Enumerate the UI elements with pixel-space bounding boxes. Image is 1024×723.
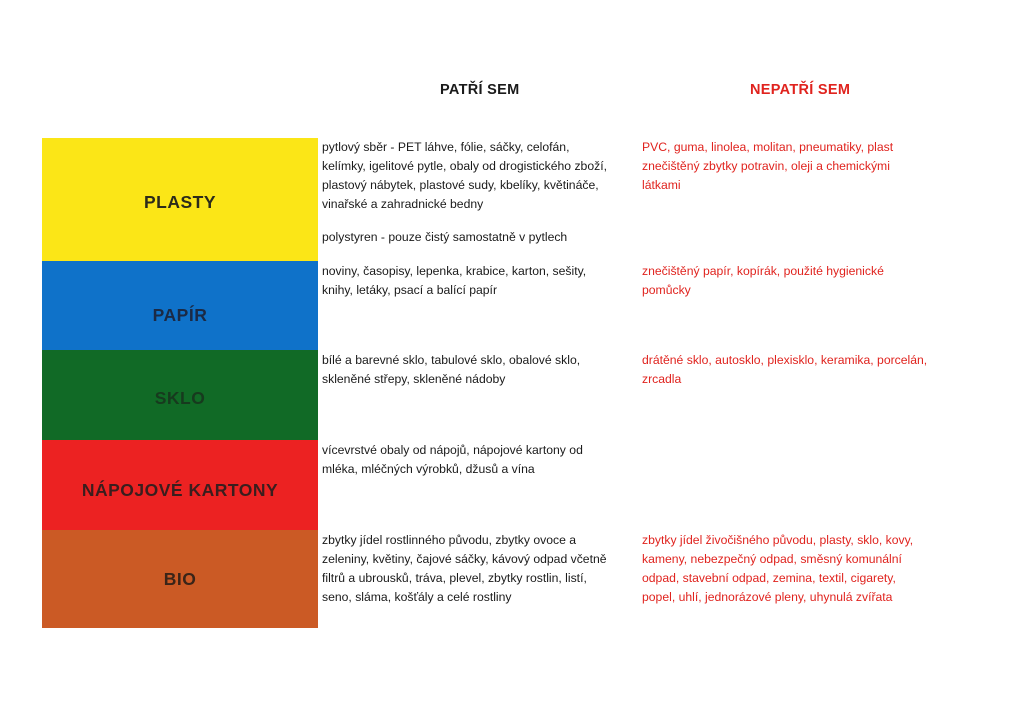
not-belongs-text-papir: [642, 262, 962, 300]
text-line: pytlový sběr - PET láhve, fólie, sáčky, celofán,: [322, 140, 570, 154]
category-label-plasty: PLASTY: [143, 191, 217, 212]
text-line: zbytky jídel živočišného původu, plasty, sklo, kovy,: [642, 533, 914, 547]
category-band-bio: [42, 530, 318, 628]
belongs-note-plasty: polystyren - pouze čistý samostatně v pytlech: [322, 230, 568, 244]
belongs-text-sklo: [322, 351, 638, 389]
text-line: noviny, časopisy, lepenka, krabice, karton, sešity,: [322, 264, 587, 278]
text-line: zbytky jídel rostlinného původu, zbytky ovoce a: [322, 533, 577, 547]
text-line: odpad, stavební odpad, zemina, textil, cigarety,: [642, 571, 896, 585]
text-line: znečištěný papír, kopírák, použité hygienické: [642, 264, 884, 278]
category-band-plasty: [42, 138, 318, 261]
text-line: vícevrstvé obaly od nápojů, nápojové kartony od: [322, 443, 583, 457]
belongs-text-papir: [322, 262, 638, 300]
not-belongs-text-plasty: [642, 138, 962, 195]
text-line: popel, uhlí, jednorázové pleny, uhynulá zvířata: [642, 590, 893, 604]
category-band-napojove-kartony: [42, 440, 318, 530]
not-belongs-text-sklo: [642, 351, 962, 389]
text-line: filtrů a ubrousků, tráva, plevel, zbytky rostlin, listí,: [322, 571, 587, 585]
text-line: bílé a barevné sklo, tabulové sklo, obalové sklo,: [322, 353, 581, 367]
text-line: mléka, mléčných výrobků, džusů a vína: [322, 462, 535, 476]
text-line: vinařské a zahradnické bedny: [322, 197, 484, 211]
text-line: zrcadla: [642, 372, 682, 386]
text-line: kelímky, igelitové pytle, obaly od drogistického zboží,: [322, 159, 607, 173]
text-line: látkami: [642, 178, 681, 192]
belongs-text-napojove-kartony: [322, 441, 638, 479]
text-line: PVC, guma, linolea, molitan, pneumatiky, plast: [642, 140, 894, 154]
header-belongs: PATŘÍ SEM: [440, 82, 520, 98]
category-label-papir: PAPÍR: [152, 305, 208, 325]
text-line: skleněné střepy, skleněné nádoby: [322, 372, 506, 386]
category-band-sklo: [42, 350, 318, 440]
text-line: seno, sláma, košťály a celé rostliny: [322, 590, 512, 604]
category-label-sklo: SKLO: [154, 387, 206, 408]
text-line: knihy, letáky, psací a balící papír: [322, 283, 497, 297]
text-line: znečištěný zbytky potravin, oleji a chemickými: [642, 159, 890, 173]
text-line: plastový nábytek, plastové sudy, kbelíky, květináče,: [322, 178, 599, 192]
category-label-bio: BIO: [163, 568, 197, 589]
text-line: pomůcky: [642, 283, 691, 297]
category-band-papir: [42, 261, 318, 350]
text-line: zeleniny, květiny, čajové sáčky, kávový odpad včetně: [322, 552, 607, 566]
category-label-napojove-kartony: NÁPOJOVÉ KARTONY: [81, 479, 279, 500]
not-belongs-text-bio: [642, 531, 962, 607]
header-not-belongs: NEPATŘÍ SEM: [750, 82, 851, 98]
text-line: drátěné sklo, autosklo, plexisklo, keramika, porcelán,: [642, 353, 928, 367]
belongs-text-plasty: [322, 138, 638, 214]
text-line: kameny, nebezpečný odpad, směsný komunální: [642, 552, 902, 566]
belongs-text-bio: [322, 531, 638, 607]
